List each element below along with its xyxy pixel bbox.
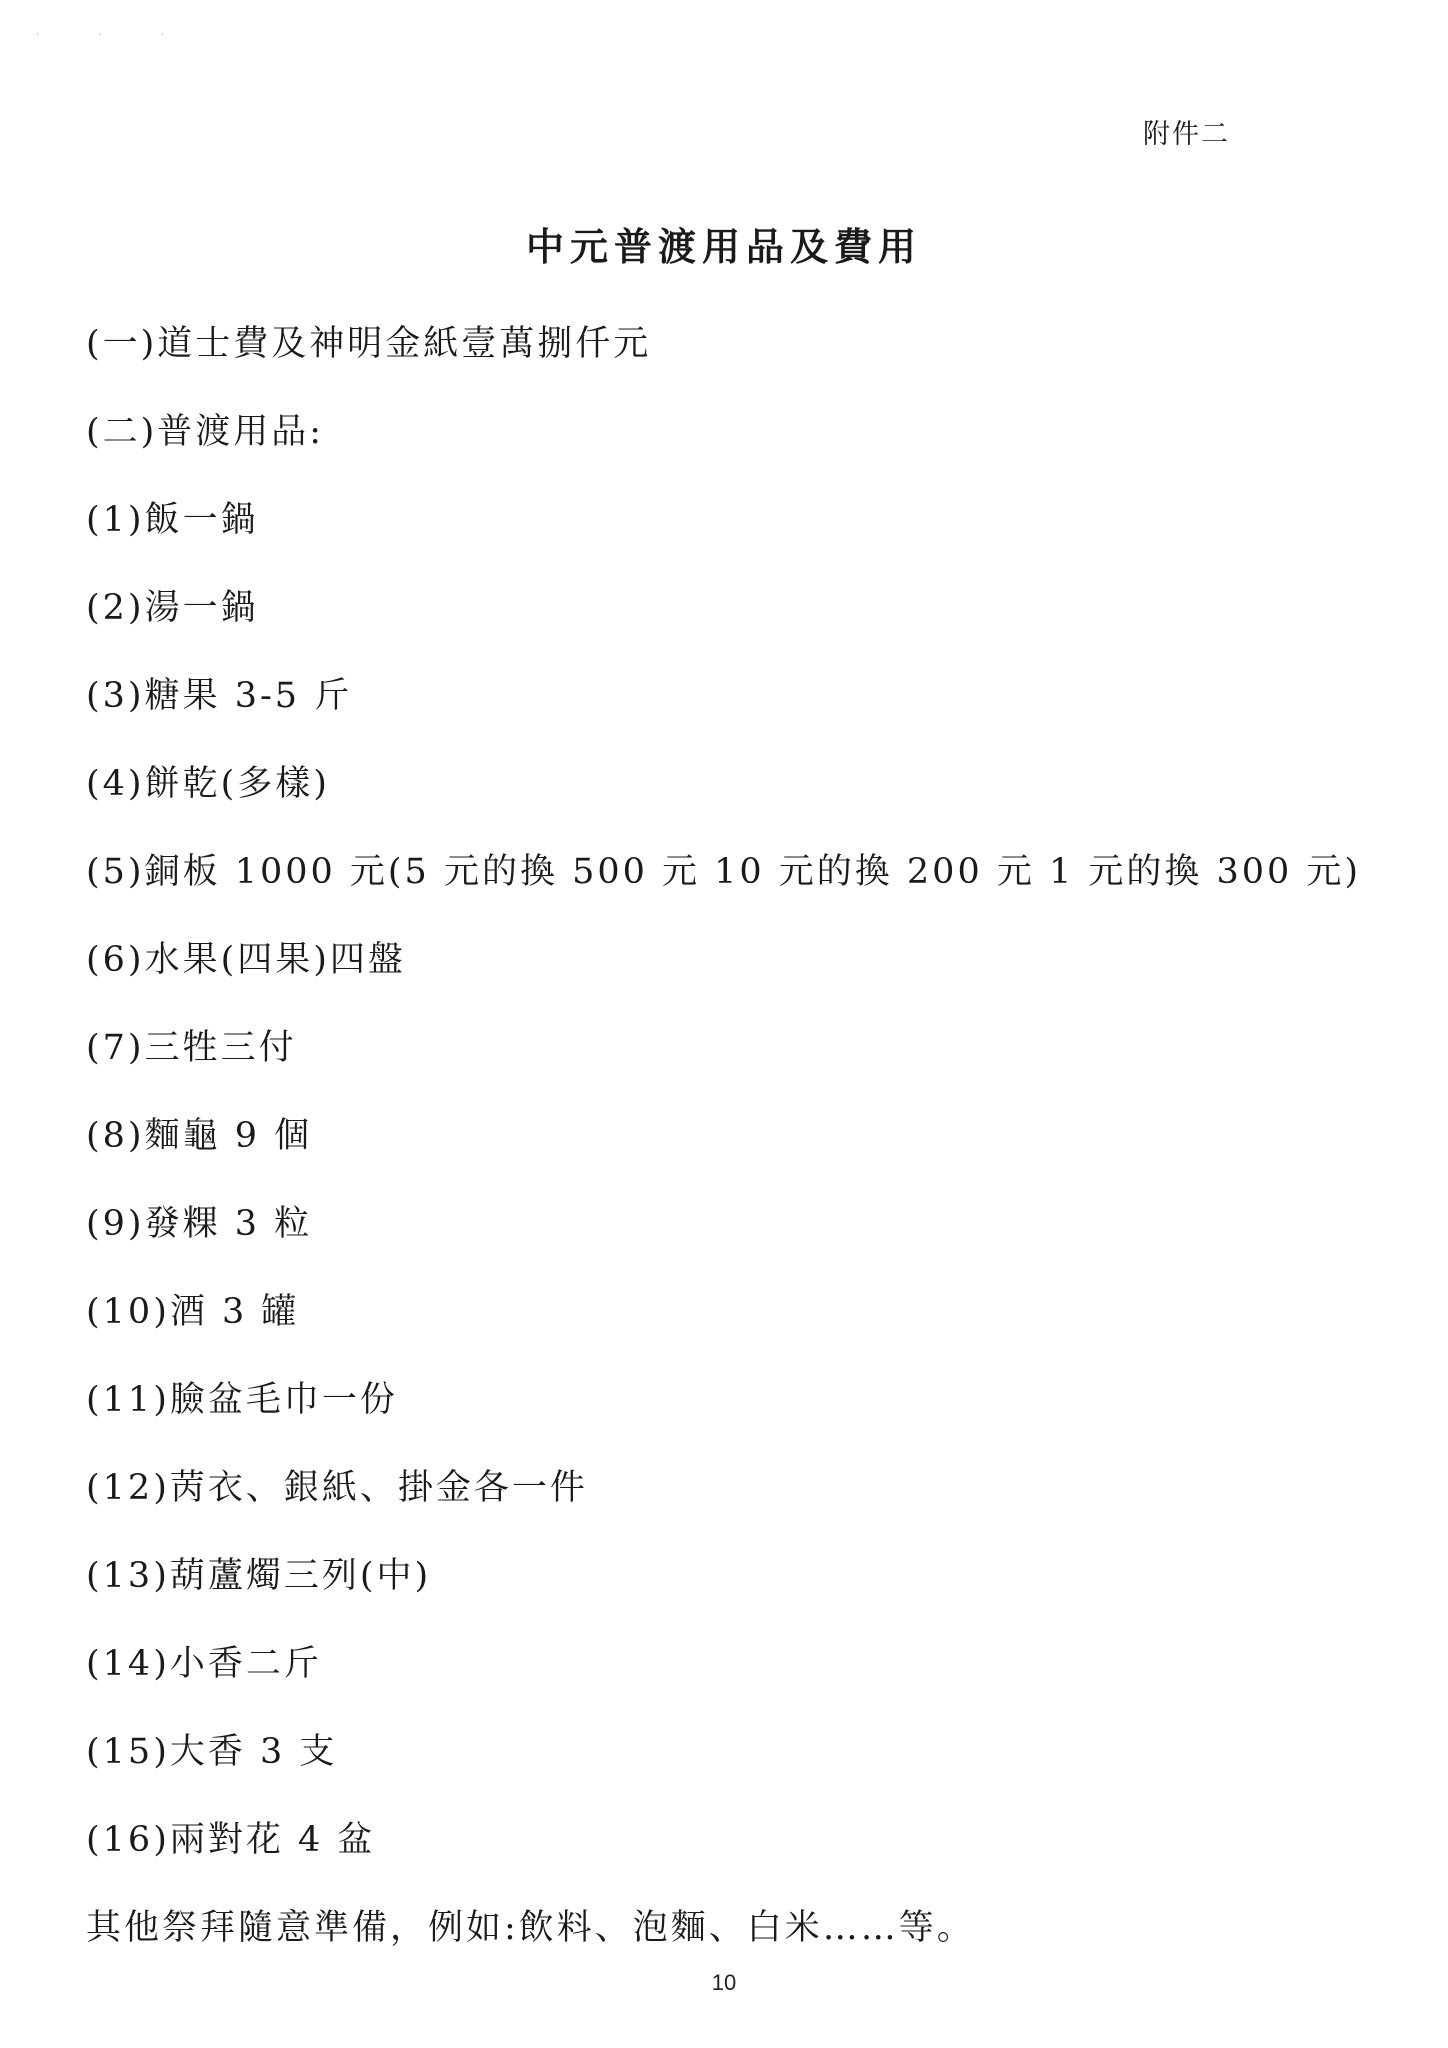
list-item: (8)麵龜 9 個 bbox=[86, 1116, 313, 1156]
list-item: (11)臉盆毛巾一份 bbox=[86, 1380, 398, 1420]
list-item: (5)銅板 1000 元(5 元的換 500 元 10 元的換 200 元 1 元的換 300 元) bbox=[86, 852, 1362, 892]
list-item: (10)酒 3 罐 bbox=[86, 1292, 300, 1332]
list-item: (7)三牲三付 bbox=[86, 1028, 297, 1068]
list-item: (15)大香 3 支 bbox=[86, 1732, 338, 1772]
list-item: (4)餅乾(多樣) bbox=[86, 764, 330, 804]
list-item: (6)水果(四果)四盤 bbox=[86, 940, 406, 980]
document-title: 中元普渡用品及費用 bbox=[525, 224, 922, 269]
section-heading-2: (二)普渡用品: bbox=[86, 412, 325, 452]
list-item: (3)糖果 3-5 斤 bbox=[86, 676, 353, 716]
scan-artifact-icon: · · · bbox=[36, 30, 192, 41]
list-item: (1)飯一鍋 bbox=[86, 500, 259, 540]
page-number: 10 bbox=[711, 1970, 737, 1995]
list-item: (12)苪衣、銀紙、掛金各一件 bbox=[86, 1468, 588, 1508]
list-item: (9)發粿 3 粒 bbox=[86, 1204, 313, 1244]
list-item: (16)兩對花 4 盆 bbox=[86, 1820, 376, 1860]
annex-label: 附件二 bbox=[1143, 119, 1230, 150]
list-item: (2)湯一鍋 bbox=[86, 588, 259, 628]
section-heading-1: (一)道士費及神明金紙壹萬捌仟元 bbox=[86, 324, 652, 364]
list-item: (13)葫蘆燭三列(中) bbox=[86, 1556, 432, 1596]
document-body bbox=[86, 312, 1362, 1984]
list-item: (14)小香二斤 bbox=[86, 1644, 322, 1684]
closing-note: 其他祭拜隨意準備，例如:飲料、泡麵、白米……等。 bbox=[86, 1908, 975, 1948]
